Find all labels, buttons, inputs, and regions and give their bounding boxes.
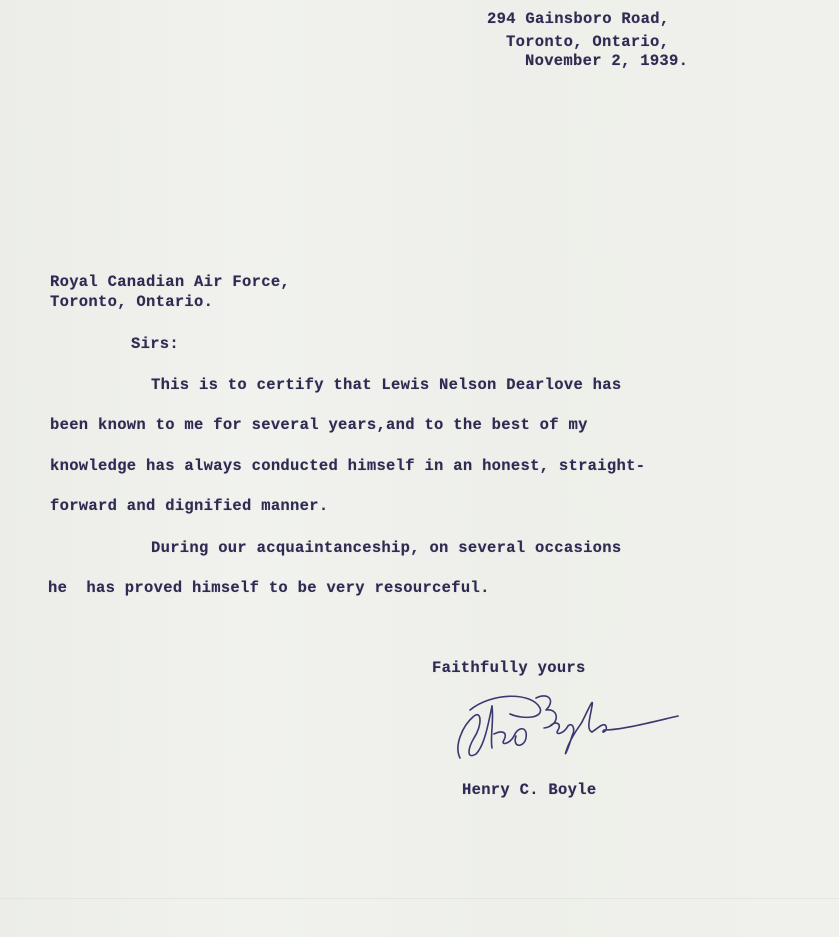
recipient-line2: Toronto, Ontario. <box>50 293 214 311</box>
signature-icon <box>452 686 692 766</box>
body-line: This is to certify that Lewis Nelson Dearlove has <box>151 376 622 394</box>
letter-date: November 2, 1939. <box>525 52 689 70</box>
body-line: he has proved himself to be very resourceful. <box>48 579 490 597</box>
sender-address-line2: Toronto, Ontario, <box>506 33 670 51</box>
body-line: knowledge has always conducted himself in an honest, straight- <box>50 457 646 475</box>
body-line: forward and dignified manner. <box>50 497 329 515</box>
salutation: Sirs: <box>131 335 180 353</box>
recipient-line1: Royal Canadian Air Force, <box>50 273 291 291</box>
body-line: been known to me for several years,and to the best of my <box>50 416 588 434</box>
paper-fold <box>0 898 839 899</box>
sender-address-line1: 294 Gainsboro Road, <box>487 10 670 28</box>
body-line: During our acquaintanceship, on several occasions <box>151 539 622 557</box>
signer-name: Henry C. Boyle <box>462 781 597 799</box>
closing: Faithfully yours <box>432 659 586 677</box>
